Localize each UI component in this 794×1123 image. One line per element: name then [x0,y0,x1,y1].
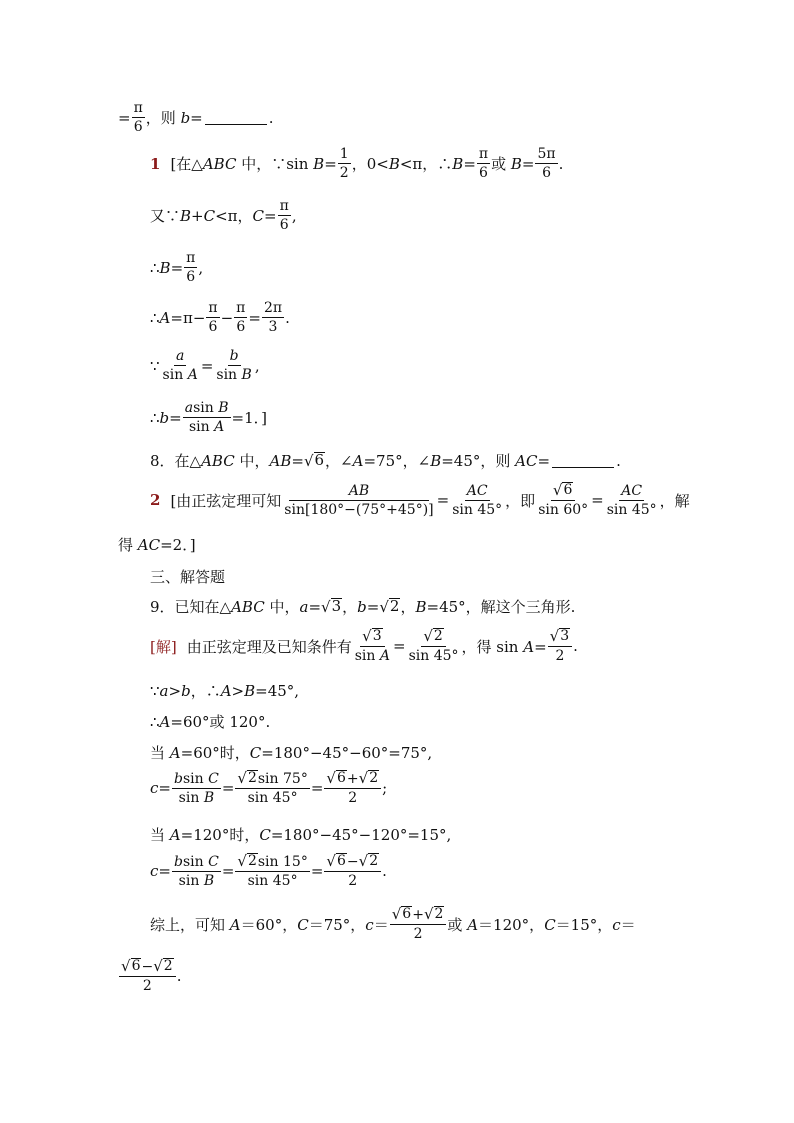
question-8: 8．在△ABC 中，AB= √ 6 ，∠A=75°，∠B=45°，则 AC= . [150,450,621,470]
answer-label: 1 [150,154,161,173]
solution-label: [解] [150,637,177,656]
solution-9-line-8: 综上，可知 A＝60°，C＝75°，c＝ √ 6 + √ 2 2 或 A＝120°，C＝15°，c＝ [150,905,636,943]
line-7: ∴b= $\frac{\text{asin B}}{\text{sin A}}$ =1．] [150,400,267,436]
section-heading: 三、解答题 [150,568,226,586]
solution-9-line-6: 当 A=120°时，C=180°−45°−120°=15°, [150,826,452,844]
solution-9-line-9: √ 6 − √ 2 2 . [121,957,182,995]
solution-9-line-5: c= $\frac{\text{bsin C}}{\text{sin B}}$ = √ 2 sin 75° sin 45° = √ 6 + √ 2 2 ; [150,769,388,807]
answer-8-cont: 得 AC=2．] [118,536,196,554]
answer-blank [552,453,614,468]
answer-8-line: 2 [由正弦定理可知 $\frac{AB}{\sin[180^\circ-(75^\circ+45^\circ)]}$ = $\frac{AC}{\sin 45^\circ}$ ，即 √ 6 sin 60° = $\frac{AC}{\sin 45^\circ}$ ，解 [150,481,690,519]
solution-9-line-1: [解] 由正弦定理及已知条件有 √ 3 sin A = √ 2 sin 45° ，得 sin A= √ 3 2 . [150,627,578,665]
line-5: ∴A=π− $\frac{\pi}{6}$ − $\frac{\pi}{6}$ = $\frac{2\pi}{3}$ . [150,300,290,336]
solution-9-line-3: ∴A=60°或 120°. [150,713,271,731]
answer-label: 2 [150,491,161,510]
line-1: = $\frac{\pi}{6}$ ，则 b= . [118,100,274,136]
question-9: 9．已知在△ABC 中，a= √ 3 ，b= √ 2 ，B=45°，解这个三角形. [150,596,576,616]
solution-9-line-2: ∵a>b，∴A>B=45°, [150,682,300,700]
answer-blank [205,110,267,125]
answer-1-line: 1 [在△ABC 中，∵sin B= $\frac{1}{2}$ ，0<B<π，∴B= $\frac{\pi}{6}$ 或 B= $\frac{5\pi}{6}$ . [150,146,564,182]
line-3: 又∵B+C<π，C= $\frac{\pi}{6}$ , [150,198,297,234]
line-6: ∵ $\frac{a}{\text{sin A}}$ = $\frac{b}{\text{sin B}}$ , [150,348,260,384]
solution-9-line-7: c= $\frac{\text{bsin C}}{\text{sin B}}$ = √ 2 sin 15° sin 45° = √ 6 − √ 2 2 . [150,852,387,890]
line-4: ∴B= $\frac{\pi}{6}$ , [150,250,204,286]
solution-9-line-4: 当 A=60°时，C=180°−45°−60°=75°, [150,744,433,762]
